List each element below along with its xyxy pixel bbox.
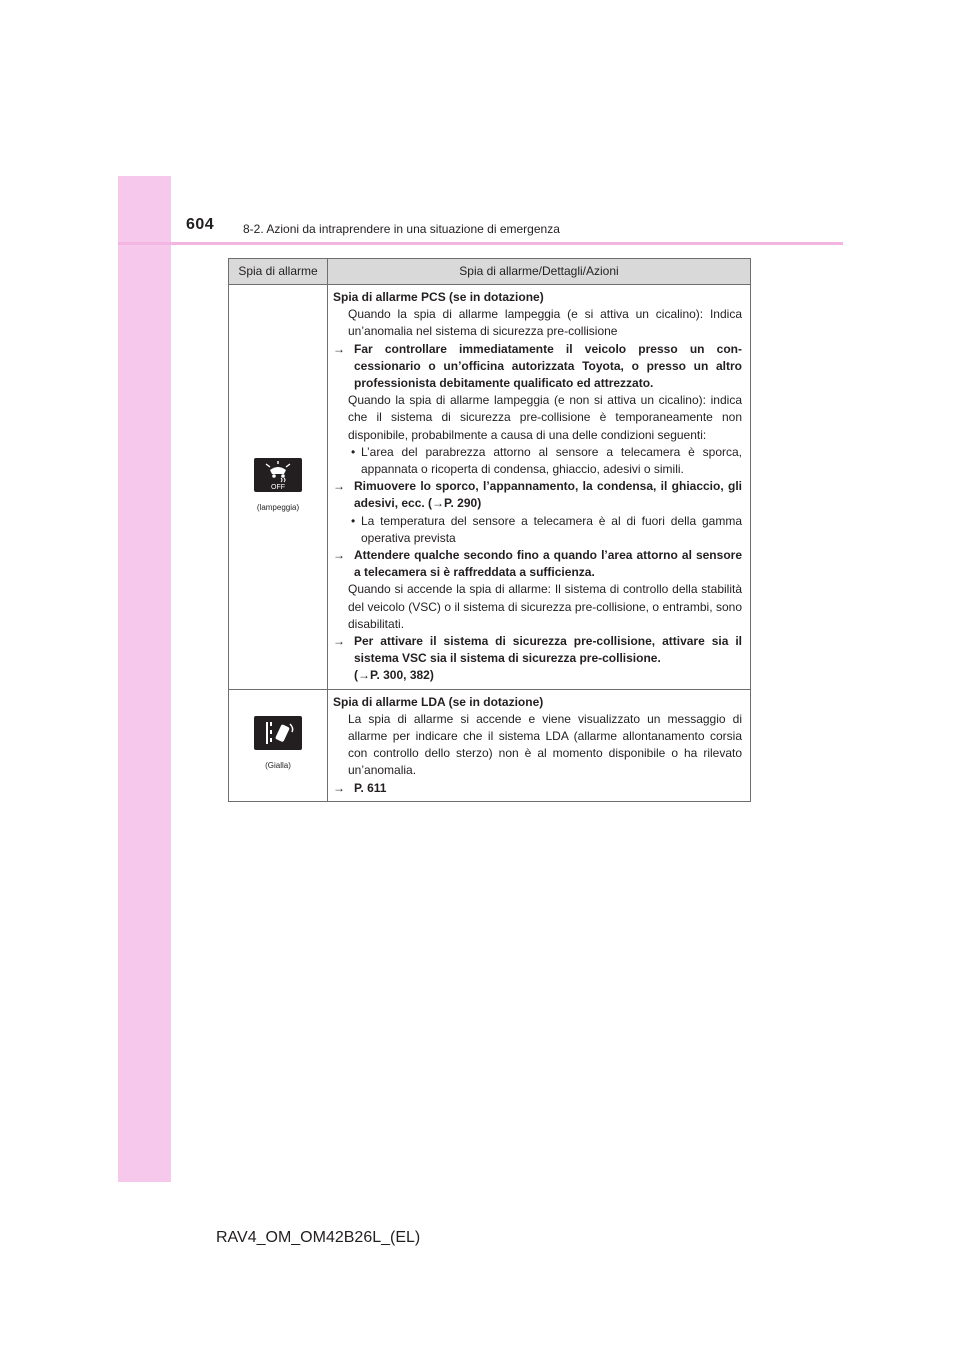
warning-title: Spia di allarme PCS (se in dotazione) [333, 290, 544, 304]
arrow-icon: → [333, 548, 345, 563]
arrow-icon: → [333, 780, 345, 795]
bullet-item: • La temperatura del sensore a telecamera è al di fuori della gamma operativa prevista [351, 513, 742, 545]
condition-text: La spia di allarme si accende e viene visualizzato un messaggio di allarme per indicare che il sistema LDA (allarme allontanamento corsia con controllo dello sterzo) non è al momento disponibile o ha rilevato un’anomalia. [348, 711, 742, 778]
table-header-row [229, 259, 751, 285]
bullet-icon: • [351, 444, 356, 459]
action-text: → Far controllare immediatamente il veicolo presso un concessionario o un’officina autorizzata Toyota, o presso un altro professionista debitamente qualificato ed attrezzato. [333, 341, 742, 391]
icon-cell [229, 285, 328, 690]
icon-caption: (Gialla) [265, 761, 291, 771]
column-header-details: Spia di allarme/Dettagli/Azioni [328, 259, 751, 285]
svg-text:OFF: OFF [271, 483, 285, 491]
icon-caption: (lampeggia) [256, 502, 300, 512]
document-code: RAV4_OM_OM42B26L_(EL) [216, 1229, 421, 1246]
description-cell [328, 285, 751, 690]
lda-warning-icon [254, 716, 302, 750]
arrow-icon: → [333, 479, 345, 494]
page-number: 604 [186, 216, 215, 233]
action-text: → Rimuovere lo sporco, l’appannamento, la condensa, il ghiaccio, gli adesivi, ecc. (→P. 290) [333, 479, 742, 511]
table-row [229, 689, 751, 801]
condition-text: Quando la spia di allarme lampeggia (e non si attiva un cicalino): indica che il sistema di sicurezza pre-collisione è temporaneamente non disponibile, probabilmente a causa di una delle condizioni seguenti: [348, 393, 742, 442]
page-reference: P. 300, 382) [370, 668, 434, 683]
bullet-item: • L’area del parabrezza attorno al sensore a telecamera è sporca, appannata o ricoperta di condensa, ghiaccio, adesivi o simili. [351, 444, 742, 477]
description-cell [328, 689, 751, 801]
arrow-icon: → [333, 634, 345, 649]
page-reference: P. 611 [354, 780, 387, 795]
warning-light-table [228, 258, 751, 802]
action-text: → Attendere qualche secondo fino a quando l’area attorno al sensore a telecamera si è raffreddata a sufficienza. [333, 548, 742, 580]
column-header-warning-light: Spia di allarme [229, 259, 328, 285]
page-reference: P. 290) [444, 496, 482, 511]
action-text [333, 780, 742, 797]
condition-text: Quando la spia di allarme lampeggia (e si attiva un cicalino): Indica un’anomalia nel sistema di sicurezza pre-collisione [348, 307, 742, 339]
pcs-off-warning-icon [254, 458, 302, 492]
section-title: 8-2. Azioni da intraprendere in una situazione di emergenza [243, 222, 560, 236]
table-row [229, 285, 751, 690]
arrow-icon: → [333, 341, 345, 356]
header-rule [118, 242, 843, 245]
icon-cell [229, 689, 328, 801]
warning-title: Spia di allarme LDA (se in dotazione) [333, 694, 544, 709]
bullet-icon: • [351, 513, 356, 528]
side-tab-bar [118, 176, 171, 1182]
arrow-icon: → [432, 496, 445, 511]
arrow-icon: → [358, 668, 370, 683]
action-text: → Per attivare il sistema di sicurezza pre-collisione, attivare sia il sistema VSC sia il sistema di sicurezza pre-collisione. (→P. 300, 382) [333, 634, 742, 683]
condition-text: Quando si accende la spia di allarme: Il sistema di controllo della stabilità del veicolo (VSC) o il sistema di sicurezza pre-collisione, o entrambi, sono disabilitati. [348, 582, 742, 631]
